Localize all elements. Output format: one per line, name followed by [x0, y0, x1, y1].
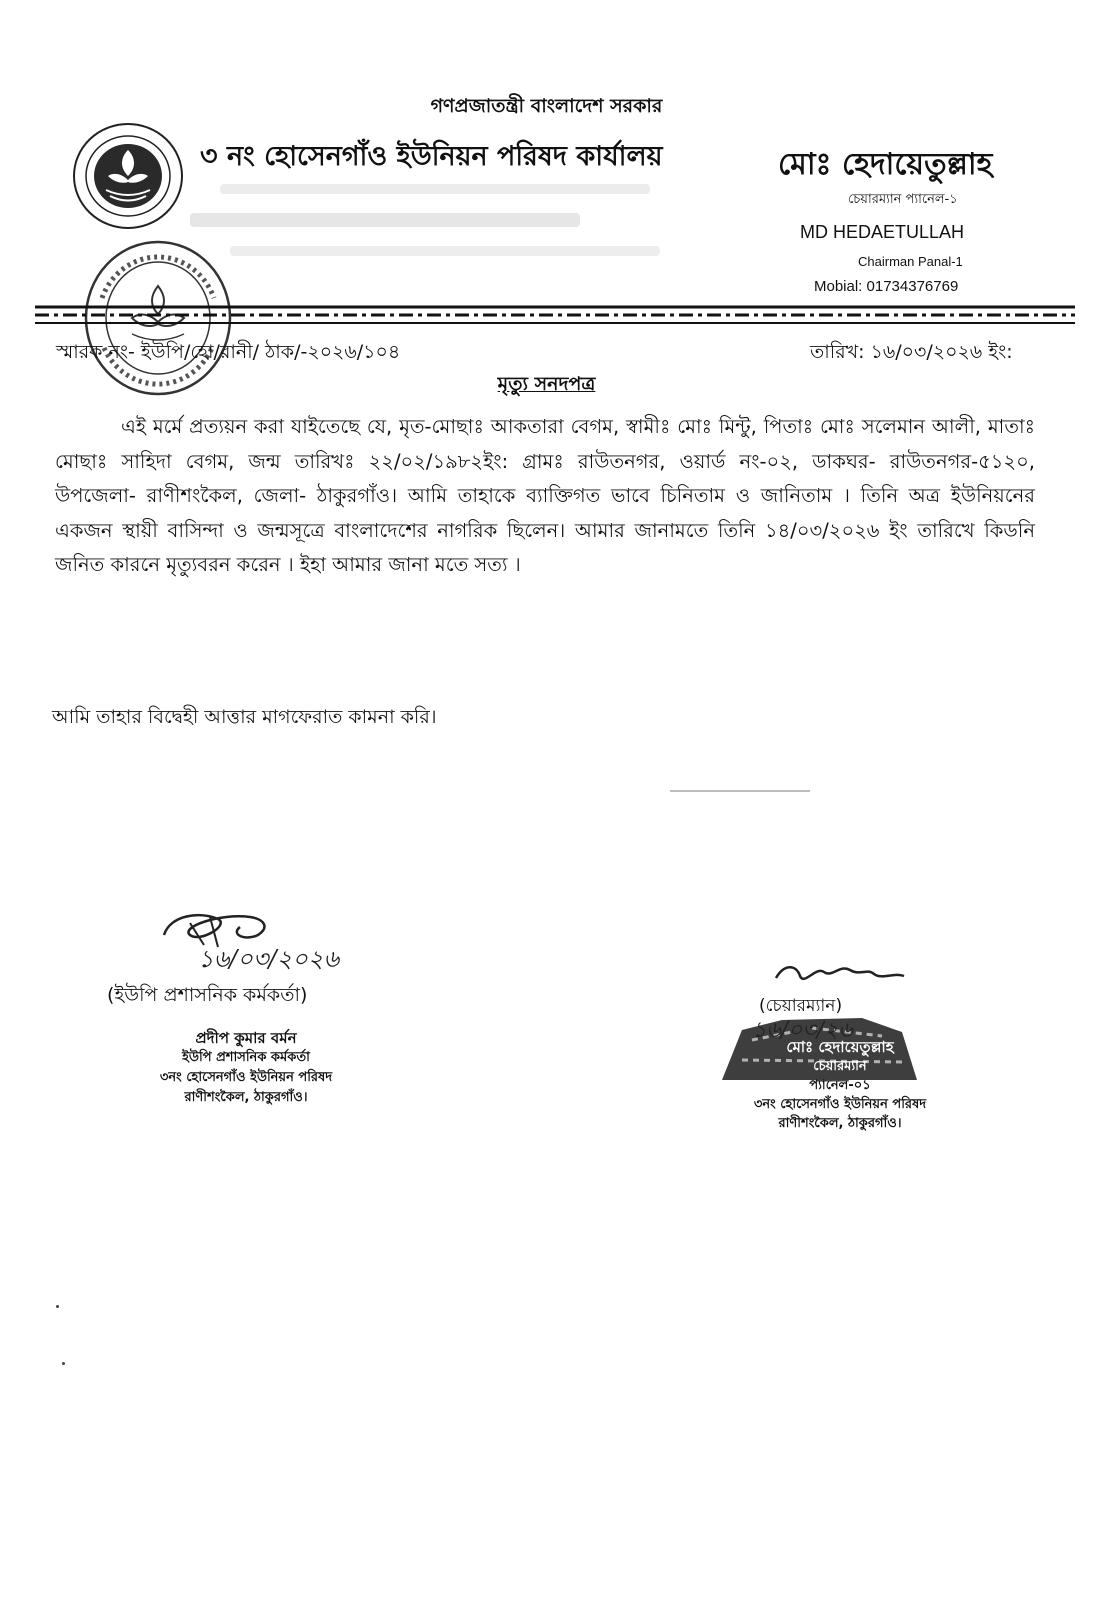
- signature-left-role: (ইউপি প্রশাসনিক কর্মকর্তা): [107, 984, 308, 1006]
- memo-number: স্মারক নং- ইউপি/হো/রানী/ ঠাক/-২০২৬/১০৪: [56, 341, 401, 363]
- certificate-body: এই মর্মে প্রত্যয়ন করা যাইতেছে যে, মৃত-মোছাঃ আকতারা বেগম, স্বামীঃ মোঃ মিন্টু, পিতাঃ মোঃ সলেমান আলী, মাতাঃ মোছাঃ সাহিদা বেগম, জন্ম তারিখঃ ২২/০২/১৯৮২ইং: গ্রামঃ রাউতনগর, ওয়ার্ড নং-০২, ডাকঘর- রাউতনগর-৫১২০, উপজেলা- রাণীশংকৈল, জেলা- ঠাকুরগাঁও। আমি তাহাকে ব্যাক্তিগত ভাবে চিনিতাম ও জানিতাম । তিনি অত্র ইউনিয়নের একজন স্থায়ী বাসিন্দা ও জন্মসূত্রে বাংলাদেশের নাগরিক ছিলেন। আমার জানামতে তিনি ১৪/০৩/২০২৬ ইং তারিখে কিডনি জনিত কারনে মৃত্যুবরন করেন । ইহা আমার জানা মতে সত্য ।: [55, 415, 1035, 576]
- chairman-stamp-line: ৩নং হোসেনগাঁও ইউনিয়ন পরিষদ: [753, 1097, 927, 1112]
- closing-line: আমি তাহার বিদ্বেহী আত্তার মাগফেরাত কামনা করি।: [52, 706, 437, 728]
- memo-date: তারিখ: ১৬/০৩/২০২৬ ইং:: [810, 341, 1013, 363]
- chairman-stamp-line: মোঃ হেদায়েতুল্লাহ: [786, 1038, 894, 1056]
- chairman-title-bn: চেয়ারম্যান প্যানেল-১: [848, 192, 958, 207]
- officer-stamp-line: প্রদীপ কুমার বর্মন: [195, 1029, 297, 1047]
- chairman-stamp-line: রাণীশংকৈল, ঠাকুরগাঁও।: [778, 1116, 902, 1131]
- ink-dot: [62, 1362, 65, 1365]
- chairman-mobile: Mobial: 01734376769: [814, 278, 959, 295]
- chairman-name-en: MD HEDAETULLAH: [800, 222, 965, 242]
- signature-right-role: (চেয়ারম্যান): [759, 996, 843, 1016]
- ink-dot: [56, 1305, 59, 1308]
- faint-mark: [670, 790, 810, 792]
- faint-letterhead-line: [190, 213, 580, 227]
- header-separator: [35, 304, 1075, 326]
- signature-right-icon: [770, 958, 910, 994]
- certificate-title: [0, 370, 1093, 402]
- office-name: ৩ নং হোসেনগাঁও ইউনিয়ন পরিষদ কার্যালয়: [200, 141, 663, 172]
- chairman-name-bn: মোঃ হেদায়েতুল্লাহ: [778, 147, 993, 182]
- signature-left-date: ১৬/০৩/২০২৬: [198, 945, 339, 973]
- officer-stamp-line: রাণীশংকৈল, ঠাকুরগাঁও।: [184, 1090, 308, 1105]
- officer-stamp-line: ইউপি প্রশাসনিক কর্মকর্তা: [182, 1050, 310, 1065]
- government-header: গণপ্রজাতন্ত্রী বাংলাদেশ সরকার: [430, 95, 663, 117]
- chairman-title-en: Chairman Panal-1: [858, 254, 963, 269]
- government-emblem-icon: [70, 120, 186, 232]
- faint-letterhead-line: [220, 184, 650, 194]
- officer-stamp: [96, 1028, 396, 1108]
- officer-stamp-line: ৩নং হোসেনগাঁও ইউনিয়ন পরিষদ: [159, 1070, 333, 1085]
- chairman-stamp: [710, 1038, 970, 1133]
- chairman-stamp-line: প্যানেল-০১: [809, 1078, 871, 1093]
- chairman-stamp-line: চেয়ারম্যান: [813, 1059, 867, 1074]
- faint-letterhead-line: [230, 246, 660, 256]
- certificate-title-text: মৃত্যু সনদপত্র: [497, 373, 596, 395]
- signature-right-date: ১৬/০৩/২৬: [752, 1018, 853, 1043]
